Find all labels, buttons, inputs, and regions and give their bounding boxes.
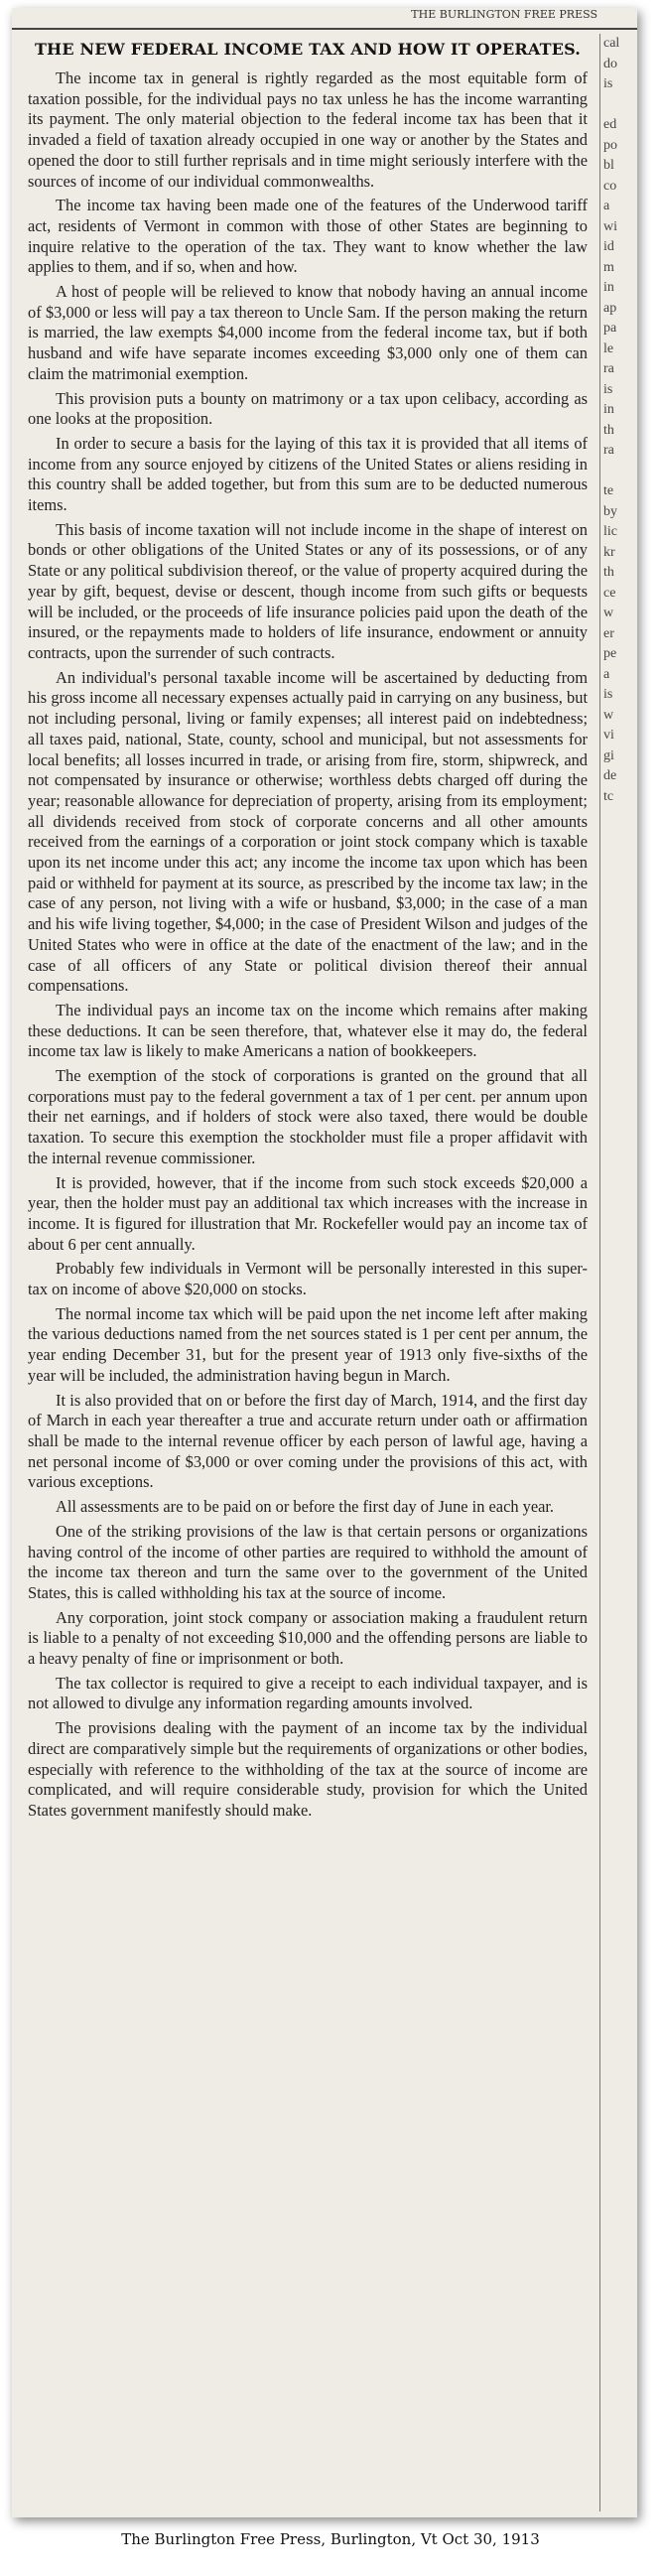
adjacent-column-text: ed	[603, 117, 617, 132]
article-paragraph: This basis of income taxation will not include income in the shape of interest on bonds or other obligations of the United States or any of its possessions, or of any State or any political subdivision thereof, or the value of property acquired during the year by gift, bequest, devise or descent, though income from such gifts or bequests will be included, or the proceeds of life insurance policies paid upon the death of the insured, or the repayments made to holders of life insurance, endowment or annuity contracts, upon the surrender of such contracts.	[28, 519, 588, 662]
adjacent-column-text: ce	[603, 585, 616, 601]
article-headline: THE NEW FEDERAL INCOME TAX AND HOW IT OPERATES.	[34, 40, 582, 59]
adjacent-column-text: a	[603, 666, 610, 682]
adjacent-column-text: ra	[603, 361, 614, 376]
adjacent-column-text: in	[603, 402, 614, 417]
article-paragraph: It is provided, however, that if the income from such stock exceeds $20,000 a year, then the holder must pay an additional tax which increases with the increase in income. It is figured for illustration that Mr. Rockefeller would pay an income tax of about 6 per cent annually.	[28, 1172, 588, 1254]
adjacent-column-text: vi	[603, 728, 614, 743]
adjacent-column-text: kr	[603, 544, 615, 560]
adjacent-column-text: by	[603, 503, 617, 519]
article-paragraph: The normal income tax which will be paid upon the net income left after making the various deductions named from the net sources stated is 1 per cent per annum, the year ending December 31, but for the present year of 1913 only five-sixths of the year will be included, the administration having begun in March.	[28, 1303, 588, 1385]
article-paragraph: One of the striking provisions of the law is that certain persons or organizations having control of the income of other parties are required to withhold the amount of the income tax thereon and turn the same over to the government of the United States, this is called withholding his tax at the source of income.	[28, 1521, 588, 1602]
adjacent-column-text: w	[603, 707, 614, 723]
adjacent-column-text: cal	[603, 36, 620, 51]
adjacent-column-text: po	[603, 137, 617, 153]
column-divider	[599, 34, 600, 2511]
masthead-strip: THE BURLINGTON FREE PRESS	[12, 8, 637, 30]
article-paragraph: All assessments are to be paid on or before the first day of June in each year.	[56, 1497, 555, 1517]
adjacent-column-text: le	[603, 340, 614, 356]
adjacent-column-text: a	[603, 199, 610, 213]
article-paragraph: Any corporation, joint stock company or association making a fraudulent return is liable to a penalty of not exceeding $10,000 and the offending persons are liable to a heavy penalty of fine or imprisonment or both.	[28, 1607, 588, 1669]
adjacent-column-text: do	[603, 56, 617, 71]
adjacent-column-text: tc	[603, 788, 614, 804]
article-paragraph: Probably few individuals in Vermont will be personally interested in this super-tax on income of above $20,000 on stocks.	[28, 1259, 588, 1299]
adjacent-column-text: th	[603, 422, 614, 438]
adjacent-column-text	[603, 462, 637, 482]
article-paragraph: In order to secure a basis for the laying of this tax it is provided that all items of income from any source enjoyed by citizens of the United States or aliens residing in this country shall be added together, but from this sum are to be deducted numerous items.	[28, 433, 588, 515]
adjacent-column-text: wi	[603, 218, 617, 234]
article-paragraph: The income tax in general is rightly regarded as the most equitable form of taxation possible, for the individual pays no tax unless he has the income warranting its payment. The only material objection to the federal income tax has been that it invaded a field of taxation already occupied in one way or another by the States and opened the door to still further reprisals and in time might seriously interfere with the sources of income of our individual commonwealths.	[28, 68, 588, 191]
adjacent-column-text: co	[603, 178, 617, 194]
image-caption: The Burlington Free Press, Burlington, Vt Oct 30, 1913	[121, 2530, 540, 2548]
article-paragraph: The provisions dealing with the payment of an income tax by the individual direct are comparatively simple but the requirements of organizations or other bodies, especially with reference to the withholding of the tax at the source of income are complicated, and will require considerable study, provision for which the United States government manifestly should make.	[28, 1718, 588, 1820]
article-paragraph: The tax collector is required to give a receipt to each individual taxpayer, and is not allowed to divulge any information regarding amounts involved.	[28, 1673, 588, 1713]
article-paragraph: The exemption of the stock of corporations is granted on the ground that all corporations must pay to the federal government a tax of 1 per cent. per annum upon their net earnings, and if holders of stock were also taxed, there would be double taxation. To secure this exemption the stockholder must file a proper affidavit with the internal revenue commissioner.	[28, 1066, 588, 1167]
adjacent-column-text: in	[603, 280, 614, 295]
adjacent-column-text: te	[603, 483, 614, 498]
adjacent-column-text: id	[603, 239, 614, 254]
adjacent-column-text: bl	[603, 158, 614, 173]
adjacent-column-text: ap	[603, 300, 617, 316]
article-paragraph: The individual pays an income tax on the income which remains after making these deductions. It can be seen therefore, that, whatever else it may do, the federal income tax law is likely to make Americans a nation of bookkeepers.	[28, 1000, 588, 1061]
adjacent-column-text: th	[603, 565, 614, 580]
adjacent-column-text: is	[603, 381, 613, 397]
adjacent-column-text: m	[603, 259, 614, 275]
article-body	[28, 68, 588, 1822]
adjacent-column-text: is	[603, 76, 613, 91]
article-paragraph: A host of people will be relieved to know that nobody having an annual income of $3,000 or less will pay a tax thereon to Uncle Sam. If the person making the return is married, the law exempts $4,000 income from the federal income tax, but if both husband and wife have separate incomes exceeding $3,000 only one of them can claim the matrimonial exemption.	[28, 282, 588, 383]
adjacent-column-text: de	[603, 768, 617, 783]
newspaper-clipping	[12, 8, 637, 2517]
adjacent-column-text: pa	[603, 321, 617, 336]
adjacent-column-fragment	[603, 34, 637, 2511]
article-paragraph: An individual's personal taxable income will be ascertained by deducting from his gross income all necessary expenses actually paid in carrying on any business, but not including personal, living or family expenses; all interest paid on indebtedness; all taxes paid, national, State, county, school and municipal, but not assessments for local benefits; all losses incurred in trade, or arising from fire, storm, shipwreck, and not compensated by insurance or otherwise; worthless debts charged off during the year; reasonable allowance for depreciation of property, arising from its employment; all dividends received from stock of corporate concerns and all other amounts received from the earnings of a corporation or joint stock company which is taxable upon its net income under this act; any income the income tax upon which has been paid or withheld for payment at its source, as prescribed by the income tax law; in the case of any person, not living with a wife or husband, $3,000; in the case of a man and his wife living together, $4,000; in the case of President Wilson and judges of the United States who were in office at the date of the enactment of the law; and in the case of all officers of any State or political division thereof their annual compensations.	[28, 667, 588, 996]
article-paragraph: It is also provided that on or before the first day of March, 1914, and the first day of March in each year thereafter a true and accurate return under oath or affirmation shall be made to the internal revenue officer by each person of lawful age, having a net personal income of $3,000 or over coming under the provisions of this act, with various exceptions.	[28, 1390, 588, 1492]
article-column	[18, 34, 595, 2511]
adjacent-column-text: er	[603, 625, 614, 641]
adjacent-column-text: w	[603, 606, 614, 620]
adjacent-column-text: gi	[603, 747, 614, 763]
adjacent-column-text	[603, 95, 637, 116]
article-paragraph: The income tax having been made one of the features of the Underwood tariff act, residents of Vermont in common with those of other States are beginning to inquire relative to the operation of the tax. They want to know whether the law applies to them, and if so, when and how.	[28, 196, 588, 277]
article-paragraph: This provision puts a bounty on matrimony or a tax upon celibacy, according as one looks at the proposition.	[28, 388, 588, 429]
adjacent-column-text: is	[603, 687, 613, 702]
adjacent-column-text: pe	[603, 646, 617, 661]
adjacent-column-text: lic	[603, 524, 617, 539]
adjacent-column-text: ra	[603, 443, 614, 458]
